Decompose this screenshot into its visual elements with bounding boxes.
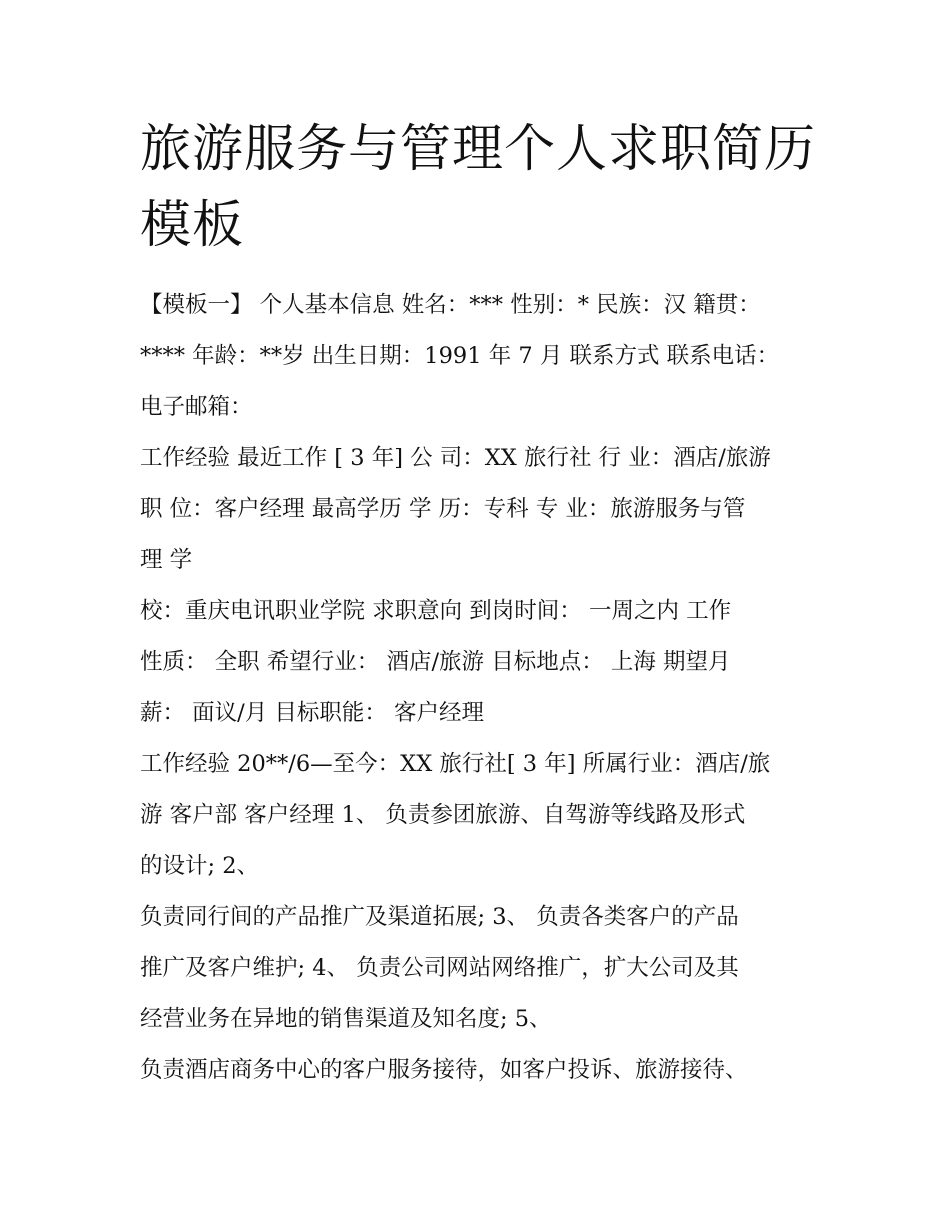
text-line: 工作经验 最近工作 [ 3 年] 公 司：XX 旅行社 行 业：酒店/旅游 bbox=[140, 445, 771, 471]
paragraph-reception bbox=[140, 1045, 820, 1096]
document-body bbox=[140, 280, 820, 1096]
text-line: 薪： 面议/月 目标职能： 客户经理 bbox=[140, 700, 485, 726]
text-line: 推广及客户维护; 4、 负责公司网站网络推广，扩大公司及其 bbox=[140, 955, 739, 981]
text-line: 性质： 全职 希望行业： 酒店/旅游 目标地点： 上海 期望月 bbox=[140, 649, 731, 675]
text-line: 电子邮箱： bbox=[140, 394, 253, 420]
paragraph-duties bbox=[140, 892, 820, 1045]
text-line: **** 年龄：**岁 出生日期：1991 年 7 月 联系方式 联系电话： bbox=[140, 343, 780, 369]
document-title bbox=[140, 112, 820, 264]
text-line: 理 学 bbox=[140, 547, 193, 573]
title-line-2: 模板 bbox=[140, 196, 245, 255]
paragraph-job-intention bbox=[140, 586, 820, 739]
paragraph-recent-work bbox=[140, 433, 820, 586]
text-line: 【模板一】 个人基本信息 姓名：*** 性别：* 民族：汉 籍贯： bbox=[140, 292, 761, 318]
text-line: 游 客户部 客户经理 1、 负责参团旅游、自驾游等线路及形式 bbox=[140, 802, 746, 828]
title-line-1: 旅游服务与管理个人求职简历 bbox=[140, 120, 817, 179]
paragraph-basic-info bbox=[140, 280, 820, 433]
text-line: 负责同行间的产品推广及渠道拓展; 3、 负责各类客户的产品 bbox=[140, 904, 739, 930]
text-line: 的设计; 2、 bbox=[140, 853, 260, 879]
text-line: 工作经验 20**/6—至今：XX 旅行社[ 3 年] 所属行业：酒店/旅 bbox=[140, 751, 771, 777]
paragraph-work-experience bbox=[140, 739, 820, 892]
text-line: 负责酒店商务中心的客户服务接待，如客户投诉、旅游接待、 bbox=[140, 1057, 748, 1083]
text-line: 职 位：客户经理 最高学历 学 历：专科 专 业：旅游服务与管 bbox=[140, 496, 746, 522]
text-line: 校：重庆电讯职业学院 求职意向 到岗时间： 一周之内 工作 bbox=[140, 598, 732, 624]
text-line: 经营业务在异地的销售渠道及知名度; 5、 bbox=[140, 1006, 552, 1032]
